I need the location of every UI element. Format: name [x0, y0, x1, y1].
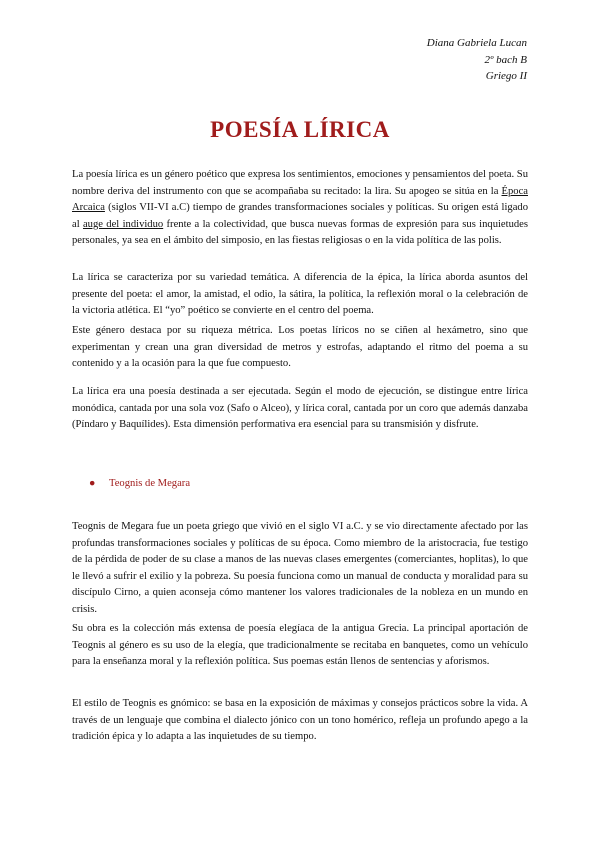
bullet-dot-icon: ● [89, 478, 96, 489]
author-name: Diana Gabriela Lucan [426, 37, 527, 49]
subject-label: Griego II [485, 70, 527, 82]
paragraph-teognis-obra: Su obra es la colección más extensa de poesía elegíaca de la antigua Grecia. La principal aportación de Teognis al género es su uso de la elegía, que tradicionalmente se recitaba en banquetes, como un vehículo para la enseñanza moral y la reflexión política. Sus poemas están llenos de sentencias y aforismos. [72, 623, 528, 667]
paragraph-ejecucion: La lírica era una poesía destinada a ser ejecutada. Según el modo de ejecución, se distingue entre lírica monódica, cantada por una sola voz (Safo o Alceo), y lírica coral, cantada por un coro que además danzaba (Píndaro y Baquílides). Esta dimensión performativa era esencial para su transmisión y disfrute. [72, 386, 528, 430]
page-title: POESÍA LÍRICA [210, 117, 390, 142]
paragraph-text: frente a la colectividad, que busca nuevas formas de expresión para sus inquietudes personales, ya sea en el ámbito del simposio, en las fiestas religiosas o en la vida política de las polis. [72, 218, 528, 246]
paragraph-text: (siglos VII-VI a.C) tiempo de grandes transformaciones sociales y políticas. Su origen está ligado al [72, 202, 528, 230]
section-bullet-teognis [89, 476, 190, 492]
auge-individuo-link[interactable]: auge del individuo [82, 218, 164, 230]
paragraph-metrica: Este género destaca por su riqueza métrica. Los poetas líricos no se ciñen al hexámetro, sino que experimentan y crean una gran diversidad de metros y estrofas, adaptando el ritmo del poema a su contenido y a la ocasión para la que fue compuesto. [72, 325, 528, 369]
section-heading: Teognis de Megara [109, 478, 191, 489]
epoca-arcaica-link[interactable]: Época Arcaica [72, 185, 528, 213]
paragraph-teognis-estilo: El estilo de Teognis es gnómico: se basa en la exposición de máximas y consejos prácticos sobre la vida. A través de un lenguaje que combina el dialecto jónico con un tono homérico, refleja un profundo apego a la tradición épica y lo adapta a las inquietudes de su tiempo. [72, 698, 528, 742]
paragraph-text: La poesía lírica es un género poético que expresa los sentimientos, emociones y pensamientos del poeta. Su nombre deriva del instrumento con que se acompañaba su recitado: la lira. Su apogeo se sitúa en la [72, 169, 528, 197]
paragraph-teognis-bio: Teognis de Megara fue un poeta griego que vivió en el siglo VI a.C. y se vio directamente afectado por las profundas transformaciones sociales y políticas de su época. Como miembro de la aristocracia, fue testigo de la pérdida de poder de su clase a manos de las nuevas clases emergentes (comerciantes, hoplitas), lo que le llevó a sufrir el exilio y la pobreza. Su poesía funciona como un manual de conducta y moralidad para su discípulo Cirno, a quien aconseja cómo mantener los valores tradicionales de la nobleza en un mundo en crisis. [72, 521, 528, 615]
header-block [427, 35, 527, 85]
class-label: 2º bach B [484, 53, 527, 66]
paragraph-intro [72, 167, 528, 250]
paragraph-tematica: La lírica se caracteriza por su variedad temática. A diferencia de la épica, la lírica aborda asuntos del presente del poeta: el amor, la amistad, el odio, la sátira, la política, la reflexión moral o la celebración de la victoria atlética. El “yo” poético se convierte en el centro del poema. [72, 272, 528, 316]
